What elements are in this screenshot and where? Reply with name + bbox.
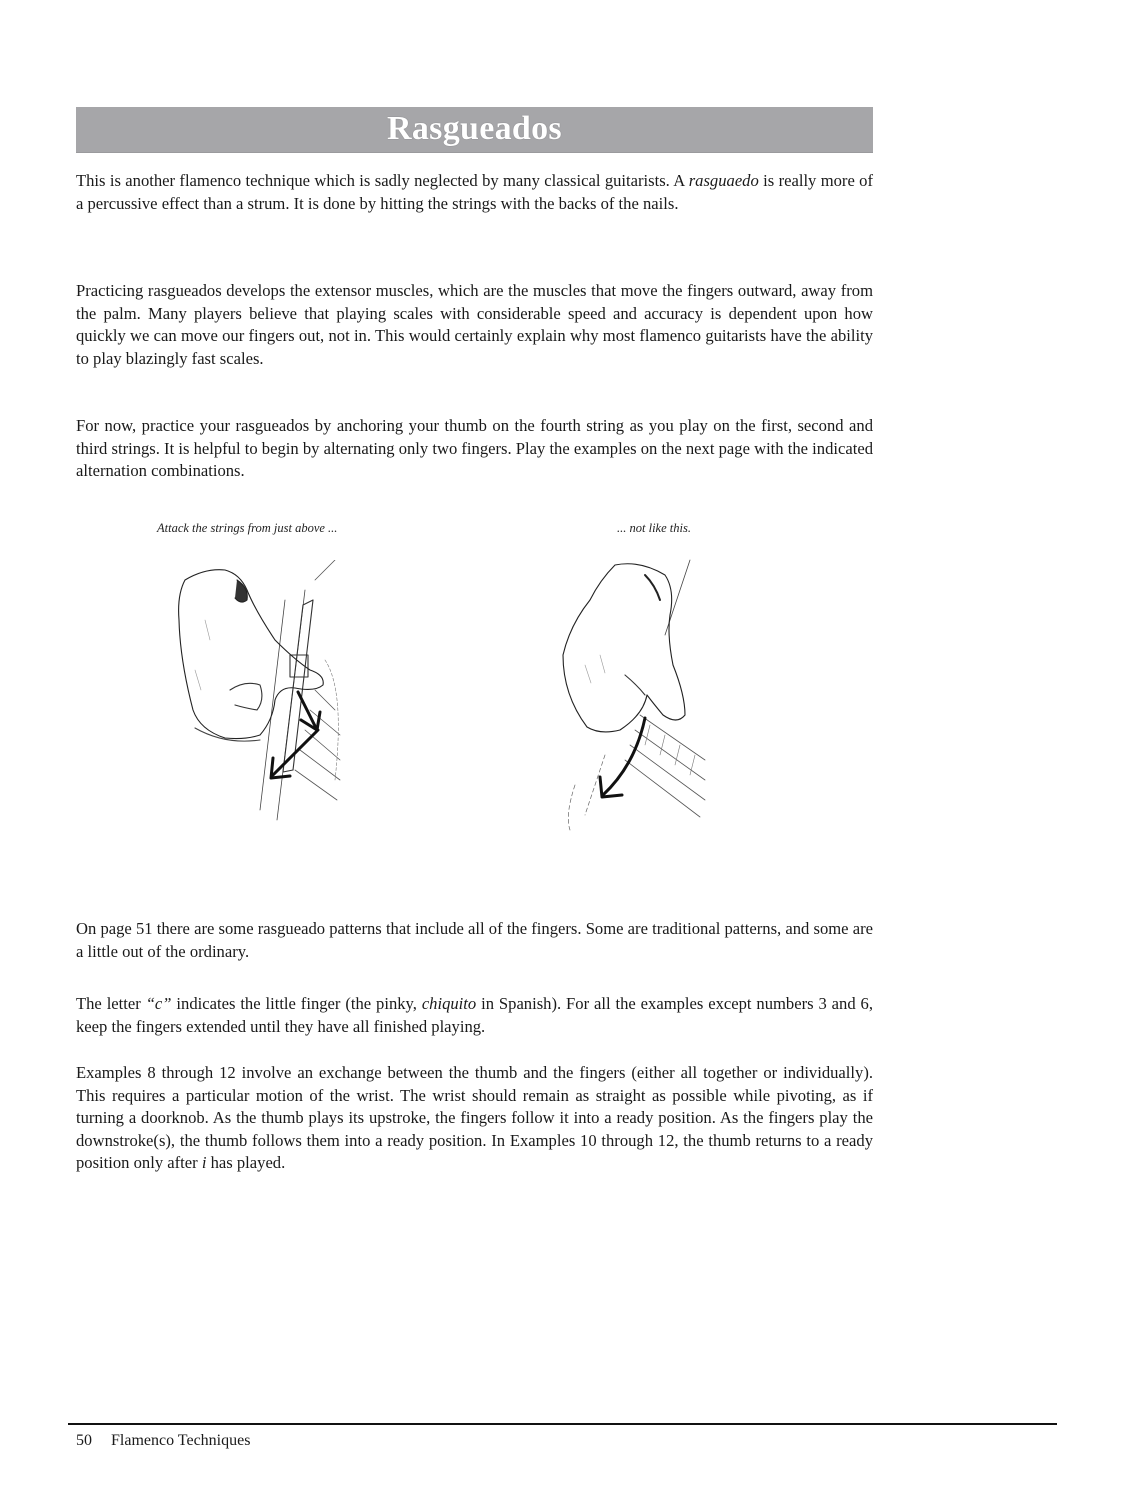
- paragraph-extensor-muscles: Practicing rasgueados develops the extensor muscles, which are the muscles that move the fingers outward, away from the palm. Many players believe that playing scales with considerable speed and accuracy is dependent upon how quickly we can move our fingers out, not in. This would certainly explain why most flamenco guitarists have the ability to play blazingly fast scales.: [76, 281, 873, 368]
- finger-letter-italic: i: [201, 1153, 207, 1173]
- paragraph-little-finger: [76, 993, 873, 1038]
- text-run: This is another flamenco technique which is sadly neglected by many classical guitarists. A: [76, 171, 689, 190]
- text-run: has played.: [206, 1153, 286, 1173]
- text-run: is really more of a percussive effect than a strum. It is done by hitting the strings with the backs of the nails.: [76, 171, 874, 213]
- page-number: 50: [76, 1432, 92, 1449]
- term-italic: chiquito: [421, 994, 477, 1013]
- text-run: The letter: [76, 994, 146, 1013]
- section-title: Rasgueados: [387, 110, 562, 147]
- hand-rasgueado-correct-illustration: [165, 560, 365, 880]
- page-footer: [76, 1432, 250, 1450]
- caption-incorrect: ... not like this.: [617, 521, 691, 535]
- paragraph-intro: [76, 170, 873, 215]
- text-run: in Spanish). For all the examples except numbers 3 and 6, keep the fingers extended until they have all finished playing.: [76, 994, 873, 1036]
- paragraph-practice: For now, practice your rasgueados by anchoring your thumb on the fourth string as you play on the first, second and third strings. It is helpful to begin by alternating only two fingers. Play the examples on the next page with the indicated alternation combinations.: [76, 416, 873, 481]
- footer-section-title: Flamenco Techniques: [111, 1432, 251, 1449]
- footer-divider: [68, 1423, 1057, 1425]
- text-run: indicates the little finger (the pinky,: [171, 994, 422, 1013]
- caption-correct: Attack the strings from just above ...: [157, 521, 338, 535]
- section-title-bar: [76, 107, 873, 153]
- term-italic: rasguaedo: [688, 171, 759, 190]
- paragraph-patterns: On page 51 there are some rasgueado patterns that include all of the fingers. Some are traditional patterns, and some are a little out of the ordinary.: [76, 919, 873, 961]
- hand-rasgueado-incorrect-illustration: [545, 555, 725, 835]
- text-run: Examples 8 through 12 involve an exchange between the thumb and the fingers (either all together or individually). This requires a particular motion of the wrist. The wrist should remain as straight as possible while pivoting, as if turning a doorknob. As the thumb plays its upstroke, the fingers follow it into a ready position. As the fingers play the downstroke(s), the thumb follows them into a ready position. In Examples 10 through 12, the thumb returns to a ready position only after: [76, 1063, 873, 1173]
- paragraph-thumb-exchange: [76, 1062, 873, 1175]
- letter-c-italic: “c”: [145, 994, 172, 1013]
